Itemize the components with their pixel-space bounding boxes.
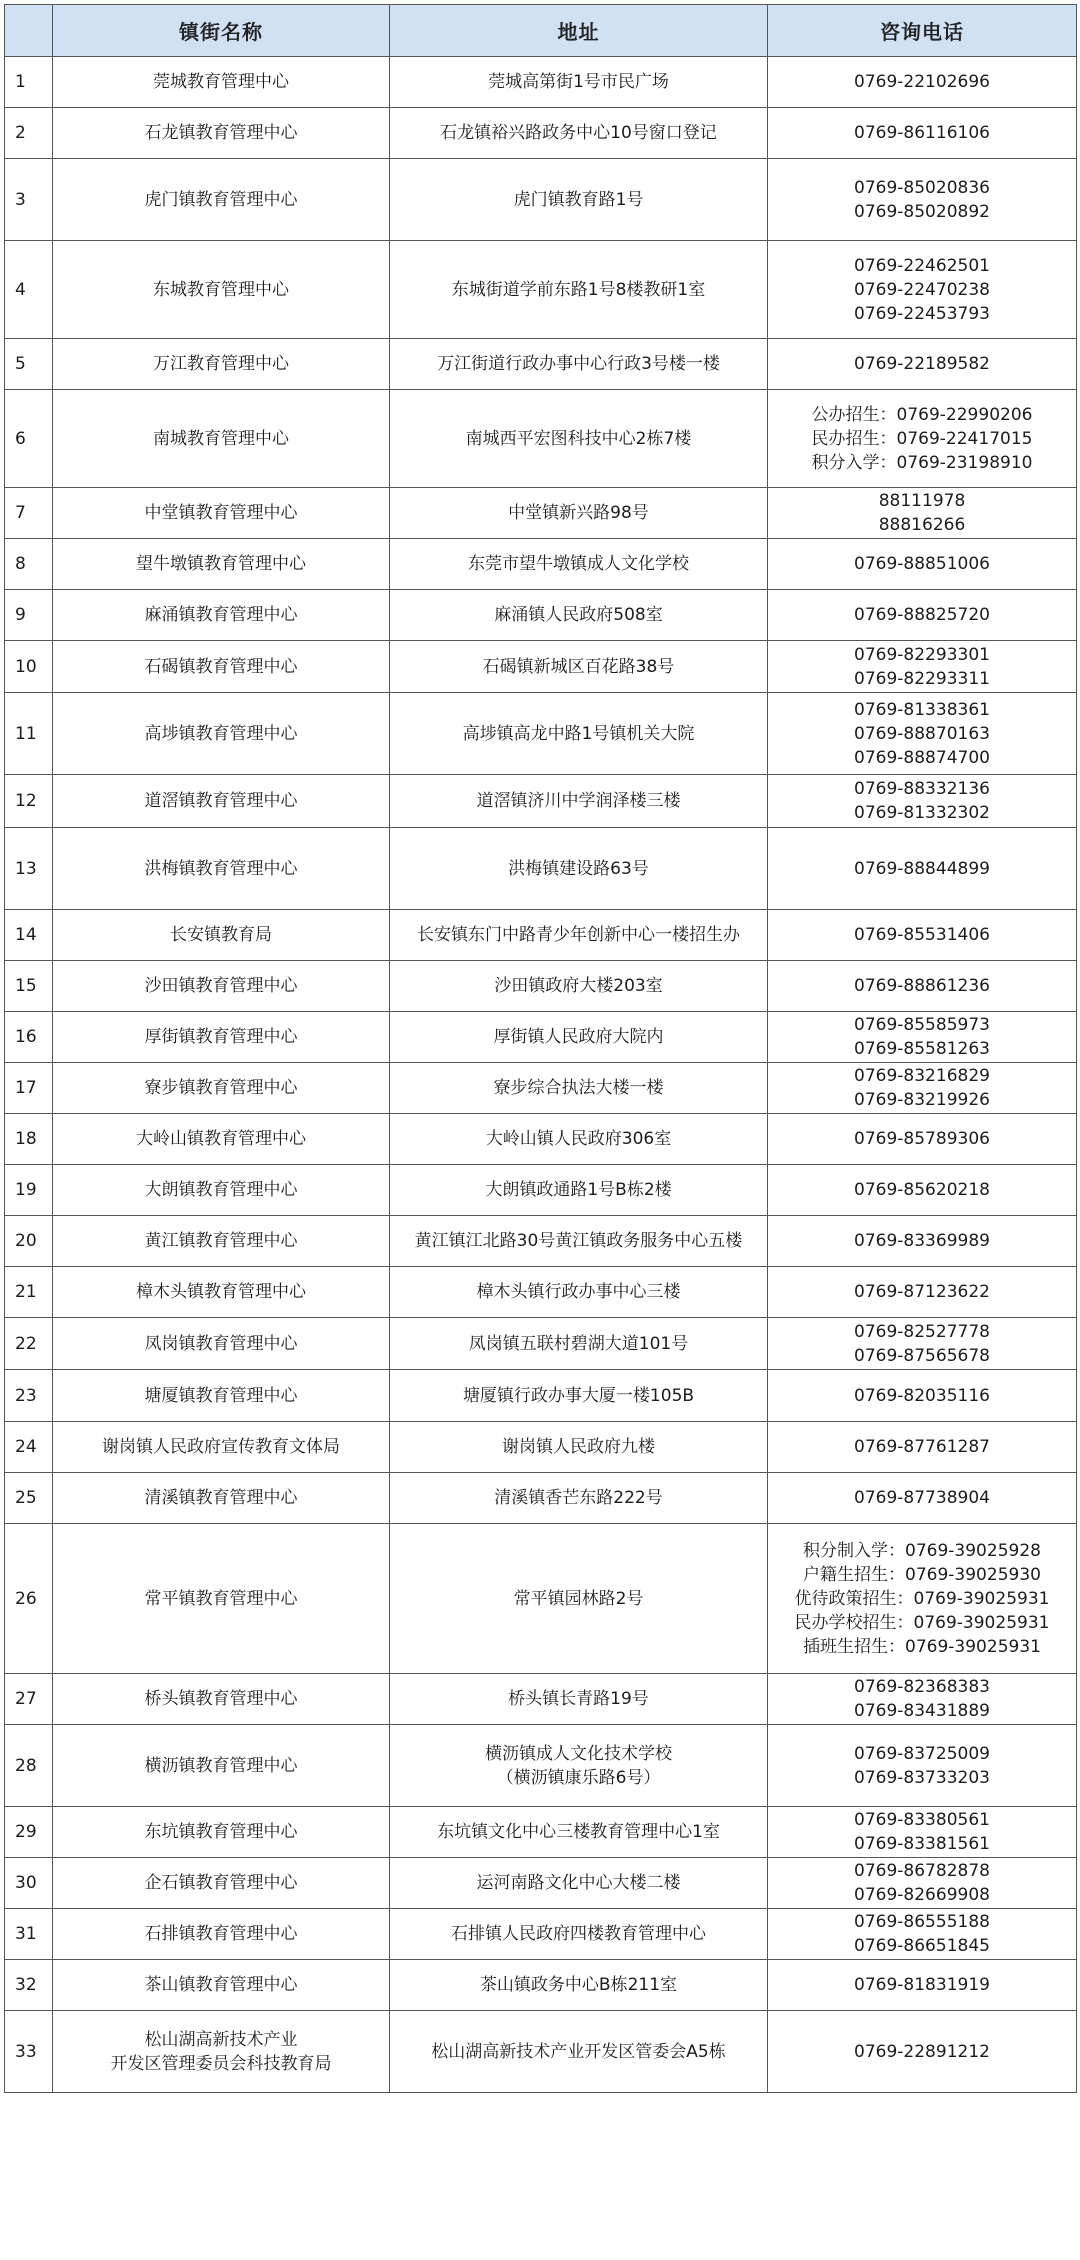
- town-name-cell: [53, 108, 390, 159]
- phone-cell: [768, 775, 1077, 828]
- phone-line: 0769-88851006: [854, 554, 990, 574]
- town-name-line: 塘厦镇教育管理中心: [144, 1385, 298, 1406]
- town-name-cell: [53, 1114, 390, 1165]
- address-line: 高埗镇高龙中路1号镇机关大院: [462, 723, 695, 744]
- phone-line: 民办学校招生：0769-39025931: [794, 1612, 1050, 1633]
- town-name-line: 长安镇教育局: [170, 925, 272, 945]
- address-line: 樟木头镇行政办事中心三楼: [476, 1282, 681, 1302]
- address-line: 凤岗镇五联村碧湖大道101号: [468, 1333, 689, 1354]
- phone-cell: [768, 1960, 1077, 2011]
- town-name-cell: [53, 1063, 390, 1114]
- town-name-line: 万江教育管理中心: [153, 354, 289, 374]
- phone-line: 0769-86782878: [854, 1861, 990, 1881]
- table-row: [5, 539, 1077, 590]
- phone-cell: [768, 1165, 1077, 1216]
- phone-cell: [768, 1807, 1077, 1858]
- row-index: 10: [5, 641, 53, 693]
- town-name-cell: [53, 1165, 390, 1216]
- address-cell: [390, 1422, 768, 1473]
- phone-cell: [768, 1422, 1077, 1473]
- table-row: [5, 1012, 1077, 1063]
- address-cell: [390, 775, 768, 828]
- town-name-cell: [53, 590, 390, 641]
- table-row: [5, 910, 1077, 961]
- row-index: 25: [5, 1473, 53, 1524]
- address-line: 塘厦镇行政办事大厦一楼105B: [462, 1385, 695, 1406]
- row-index: 16: [5, 1012, 53, 1063]
- address-cell: [390, 828, 768, 910]
- town-name-line: 高埗镇教育管理中心: [144, 723, 298, 744]
- address-line: 大朗镇政通路1号B栋2楼: [485, 1180, 672, 1200]
- table-row: [5, 241, 1077, 339]
- table-row: [5, 1267, 1077, 1318]
- header-index: [5, 5, 53, 57]
- address-cell: [390, 1318, 768, 1370]
- row-index: 20: [5, 1216, 53, 1267]
- town-name-cell: [53, 390, 390, 488]
- row-index: 6: [5, 390, 53, 488]
- row-index: 32: [5, 1960, 53, 2011]
- table-body: [5, 57, 1077, 2093]
- town-name-cell: [53, 1267, 390, 1318]
- town-name-cell: [53, 339, 390, 390]
- phone-line: 0769-81831919: [854, 1975, 990, 1995]
- phone-line: 0769-82035116: [854, 1385, 990, 1406]
- table-row: [5, 1422, 1077, 1473]
- town-name-line: 谢岗镇人民政府宣传教育文体局: [102, 1437, 340, 1457]
- phone-line: 0769-85531406: [854, 925, 990, 945]
- town-name-line: 道滘镇教育管理中心: [144, 791, 298, 811]
- address-cell: [390, 159, 768, 241]
- row-index: 27: [5, 1674, 53, 1725]
- row-index: 21: [5, 1267, 53, 1318]
- table-row: [5, 1807, 1077, 1858]
- phone-line: 0769-85581263: [854, 1039, 990, 1059]
- address-line: 莞城高第街1号市民广场: [488, 72, 669, 92]
- town-name-line: 厚街镇教育管理中心: [144, 1027, 298, 1047]
- address-line: 常平镇园林路2号: [513, 1588, 644, 1609]
- address-cell: [390, 1165, 768, 1216]
- phone-line: 0769-22470238: [854, 279, 990, 300]
- address-line: 道滘镇济川中学润泽楼三楼: [476, 791, 681, 811]
- row-index: 17: [5, 1063, 53, 1114]
- phone-line: 0769-82527778: [854, 1321, 990, 1342]
- town-name-cell: [53, 910, 390, 961]
- row-index: 3: [5, 159, 53, 241]
- town-name-cell: [53, 1807, 390, 1858]
- town-name-cell: [53, 241, 390, 339]
- phone-line: 0769-87565678: [854, 1345, 990, 1366]
- row-index: 22: [5, 1318, 53, 1370]
- phone-line: 0769-85789306: [854, 1129, 990, 1149]
- town-name-cell: [53, 2011, 390, 2093]
- phone-line: 0769-81332302: [854, 803, 990, 823]
- town-name-line: 大朗镇教育管理中心: [144, 1180, 298, 1200]
- phone-line: 0769-88874700: [854, 747, 990, 768]
- address-line: 运河南路文化中心大楼二楼: [476, 1873, 681, 1893]
- town-name-line: 横沥镇教育管理中心: [144, 1755, 298, 1776]
- phone-line: 0769-83381561: [854, 1834, 990, 1854]
- phone-cell: [768, 1370, 1077, 1422]
- row-index: 29: [5, 1807, 53, 1858]
- row-index: 5: [5, 339, 53, 390]
- phone-line: 0769-22453793: [854, 303, 990, 324]
- row-index: 1: [5, 57, 53, 108]
- town-name-line: 洪梅镇教育管理中心: [144, 858, 298, 879]
- row-index: 14: [5, 910, 53, 961]
- town-name-cell: [53, 1216, 390, 1267]
- table-row: [5, 2011, 1077, 2093]
- town-name-line: 虎门镇教育管理中心: [144, 189, 298, 210]
- phone-line: 积分入学：0769-23198910: [811, 452, 1033, 473]
- town-name-line: 中堂镇教育管理中心: [144, 503, 298, 523]
- phone-line: 0769-85020892: [854, 201, 990, 222]
- row-index: 18: [5, 1114, 53, 1165]
- phone-line: 0769-88844899: [854, 858, 990, 879]
- phone-line: 0769-83219926: [854, 1090, 990, 1110]
- header-address: 地址: [390, 5, 768, 57]
- row-index: 33: [5, 2011, 53, 2093]
- address-cell: [390, 1674, 768, 1725]
- phone-line: 88111978: [878, 491, 966, 511]
- phone-line: 0769-83369989: [854, 1231, 990, 1251]
- phone-cell: [768, 2011, 1077, 2093]
- row-index: 15: [5, 961, 53, 1012]
- table-row: [5, 1063, 1077, 1114]
- phone-line: 0769-83216829: [854, 1066, 990, 1086]
- row-index: 9: [5, 590, 53, 641]
- address-cell: [390, 693, 768, 775]
- address-line: 虎门镇教育路1号: [513, 189, 644, 210]
- address-cell: [390, 241, 768, 339]
- phone-cell: [768, 1012, 1077, 1063]
- address-cell: [390, 1063, 768, 1114]
- address-cell: [390, 1725, 768, 1807]
- table-row: [5, 57, 1077, 108]
- town-name-line: 南城教育管理中心: [153, 428, 289, 449]
- table-row: [5, 1114, 1077, 1165]
- address-line: 黄江镇江北路30号黄江镇政务服务中心五楼: [414, 1231, 743, 1251]
- town-name-cell: [53, 488, 390, 539]
- phone-cell: [768, 241, 1077, 339]
- table-row: [5, 488, 1077, 539]
- row-index: 7: [5, 488, 53, 539]
- phone-cell: [768, 1114, 1077, 1165]
- row-index: 30: [5, 1858, 53, 1909]
- town-name-line: 开发区管理委员会科技教育局: [110, 2053, 332, 2074]
- table-row: [5, 775, 1077, 828]
- address-line: 寮步综合执法大楼一楼: [493, 1078, 664, 1098]
- town-name-line: 黄江镇教育管理中心: [144, 1231, 298, 1251]
- town-name-line: 清溪镇教育管理中心: [144, 1488, 298, 1508]
- address-cell: [390, 1909, 768, 1960]
- phone-cell: [768, 108, 1077, 159]
- phone-cell: [768, 1216, 1077, 1267]
- address-line: 石排镇人民政府四楼教育管理中心: [451, 1924, 706, 1944]
- address-cell: [390, 1960, 768, 2011]
- address-cell: [390, 1473, 768, 1524]
- phone-cell: [768, 1473, 1077, 1524]
- phone-cell: [768, 1858, 1077, 1909]
- row-index: 4: [5, 241, 53, 339]
- town-name-cell: [53, 1960, 390, 2011]
- phone-cell: [768, 159, 1077, 241]
- town-name-line: 莞城教育管理中心: [153, 72, 289, 92]
- address-line: 麻涌镇人民政府508室: [494, 605, 663, 625]
- address-line: 清溪镇香芒东路222号: [494, 1488, 663, 1508]
- address-line: 中堂镇新兴路98号: [508, 503, 649, 523]
- address-line: 石龙镇裕兴路政务中心10号窗口登记: [440, 123, 717, 143]
- row-index: 12: [5, 775, 53, 828]
- phone-cell: [768, 488, 1077, 539]
- town-name-cell: [53, 775, 390, 828]
- town-name-line: 沙田镇教育管理中心: [144, 976, 298, 996]
- phone-line: 积分制入学：0769-39025928: [803, 1540, 1041, 1561]
- town-name-cell: [53, 1524, 390, 1674]
- town-name-line: 东坑镇教育管理中心: [144, 1822, 298, 1842]
- town-name-line: 石碣镇教育管理中心: [144, 656, 298, 677]
- town-name-cell: [53, 1370, 390, 1422]
- phone-cell: [768, 539, 1077, 590]
- phone-cell: [768, 641, 1077, 693]
- phone-line: 0769-22891212: [854, 2041, 990, 2062]
- phone-cell: [768, 961, 1077, 1012]
- table-row: [5, 641, 1077, 693]
- phone-line: 0769-87738904: [854, 1488, 990, 1508]
- phone-line: 88816266: [878, 515, 966, 535]
- address-cell: [390, 1216, 768, 1267]
- address-cell: [390, 961, 768, 1012]
- phone-line: 0769-88870163: [854, 723, 990, 744]
- phone-line: 0769-81338361: [854, 699, 990, 720]
- address-line: 东城街道学前东路1号8楼教研1室: [451, 279, 706, 300]
- header-row: [5, 5, 1077, 57]
- table-row: [5, 1165, 1077, 1216]
- phone-line: 民办招生：0769-22417015: [811, 428, 1033, 449]
- town-name-cell: [53, 1318, 390, 1370]
- address-cell: [390, 1858, 768, 1909]
- town-name-cell: [53, 1909, 390, 1960]
- town-name-cell: [53, 1725, 390, 1807]
- row-index: 23: [5, 1370, 53, 1422]
- address-cell: [390, 590, 768, 641]
- address-cell: [390, 108, 768, 159]
- row-index: 13: [5, 828, 53, 910]
- town-name-line: 寮步镇教育管理中心: [144, 1078, 298, 1098]
- phone-cell: [768, 590, 1077, 641]
- phone-line: 0769-85620218: [854, 1180, 990, 1200]
- phone-line: 0769-85585973: [854, 1015, 990, 1035]
- address-line: 万江街道行政办事中心行政3号楼一楼: [437, 354, 720, 374]
- town-name-line: 麻涌镇教育管理中心: [144, 605, 298, 625]
- table-row: [5, 1909, 1077, 1960]
- table-row: [5, 108, 1077, 159]
- address-line: 南城西平宏图科技中心2栋7楼: [465, 428, 692, 449]
- address-line: 石碣镇新城区百花路38号: [482, 656, 675, 677]
- row-index: 8: [5, 539, 53, 590]
- phone-cell: [768, 1524, 1077, 1674]
- phone-cell: [768, 57, 1077, 108]
- table-row: [5, 1473, 1077, 1524]
- table-row: [5, 961, 1077, 1012]
- address-cell: [390, 1114, 768, 1165]
- row-index: 28: [5, 1725, 53, 1807]
- phone-line: 0769-22462501: [854, 255, 990, 276]
- town-name-line: 樟木头镇教育管理中心: [136, 1282, 306, 1302]
- table-row: [5, 1674, 1077, 1725]
- town-name-line: 松山湖高新技术产业: [144, 2029, 298, 2050]
- address-cell: [390, 390, 768, 488]
- phone-cell: [768, 828, 1077, 910]
- table-row: [5, 1524, 1077, 1674]
- address-line: （横沥镇康乐路6号）: [496, 1767, 661, 1788]
- address-cell: [390, 641, 768, 693]
- address-cell: [390, 539, 768, 590]
- header-name: 镇街名称: [53, 5, 390, 57]
- row-index: 26: [5, 1524, 53, 1674]
- address-line: 长安镇东门中路青少年创新中心一楼招生办: [417, 925, 740, 945]
- phone-line: 0769-88825720: [854, 605, 990, 625]
- address-line: 茶山镇政务中心B栋211室: [479, 1975, 678, 1995]
- address-line: 沙田镇政府大楼203室: [494, 976, 663, 996]
- phone-line: 0769-22102696: [854, 72, 990, 92]
- address-cell: [390, 1370, 768, 1422]
- address-cell: [390, 488, 768, 539]
- header-phone: 咨询电话: [768, 5, 1077, 57]
- phone-line: 0769-82293301: [854, 644, 990, 665]
- town-name-cell: [53, 539, 390, 590]
- phone-line: 0769-83725009: [854, 1743, 990, 1764]
- phone-line: 0769-86116106: [854, 123, 990, 143]
- town-name-cell: [53, 1674, 390, 1725]
- phone-line: 插班生招生：0769-39025931: [803, 1636, 1041, 1657]
- table-row: [5, 590, 1077, 641]
- row-index: 19: [5, 1165, 53, 1216]
- address-line: 洪梅镇建设路63号: [508, 858, 649, 879]
- phone-line: 0769-88861236: [854, 976, 990, 996]
- town-name-line: 企石镇教育管理中心: [144, 1873, 298, 1893]
- phone-line: 0769-82368383: [854, 1677, 990, 1697]
- table-row: [5, 390, 1077, 488]
- address-line: 大岭山镇人民政府306室: [485, 1129, 672, 1149]
- phone-cell: [768, 1063, 1077, 1114]
- address-cell: [390, 1524, 768, 1674]
- table-row: [5, 339, 1077, 390]
- town-name-line: 常平镇教育管理中心: [144, 1588, 298, 1609]
- phone-line: 0769-22189582: [854, 354, 990, 374]
- address-line: 谢岗镇人民政府九楼: [502, 1437, 655, 1457]
- phone-line: 0769-82293311: [854, 668, 990, 689]
- contact-table: [4, 4, 1077, 2093]
- table-row: [5, 1858, 1077, 1909]
- table-row: [5, 1370, 1077, 1422]
- address-cell: [390, 57, 768, 108]
- town-name-cell: [53, 641, 390, 693]
- address-cell: [390, 339, 768, 390]
- phone-line: 优待政策招生：0769-39025931: [794, 1588, 1050, 1609]
- phone-cell: [768, 390, 1077, 488]
- town-name-line: 石排镇教育管理中心: [144, 1924, 298, 1944]
- address-line: 东坑镇文化中心三楼教育管理中心1室: [437, 1822, 720, 1842]
- phone-line: 0769-86651845: [854, 1936, 990, 1956]
- phone-cell: [768, 1267, 1077, 1318]
- phone-line: 0769-82669908: [854, 1885, 990, 1905]
- phone-line: 公办招生：0769-22990206: [811, 404, 1033, 425]
- phone-line: 0769-83431889: [854, 1701, 990, 1721]
- table-row: [5, 159, 1077, 241]
- phone-line: 0769-83733203: [854, 1767, 990, 1788]
- phone-cell: [768, 1674, 1077, 1725]
- town-name-line: 桥头镇教育管理中心: [144, 1689, 298, 1709]
- row-index: 24: [5, 1422, 53, 1473]
- town-name-cell: [53, 159, 390, 241]
- phone-cell: [768, 910, 1077, 961]
- town-name-cell: [53, 961, 390, 1012]
- town-name-cell: [53, 1422, 390, 1473]
- table-row: [5, 693, 1077, 775]
- address-line: 厚街镇人民政府大院内: [493, 1027, 664, 1047]
- town-name-line: 大岭山镇教育管理中心: [136, 1129, 306, 1149]
- address-line: 东莞市望牛墩镇成人文化学校: [468, 554, 689, 574]
- address-line: 桥头镇长青路19号: [508, 1689, 649, 1709]
- phone-cell: [768, 1909, 1077, 1960]
- phone-line: 0769-87761287: [854, 1437, 990, 1457]
- town-name-line: 石龙镇教育管理中心: [144, 123, 298, 143]
- town-name-cell: [53, 1012, 390, 1063]
- phone-line: 户籍生招生：0769-39025930: [803, 1564, 1041, 1585]
- address-cell: [390, 1807, 768, 1858]
- table-row: [5, 1216, 1077, 1267]
- phone-line: 0769-88332136: [854, 779, 990, 799]
- address-cell: [390, 910, 768, 961]
- town-name-cell: [53, 1473, 390, 1524]
- phone-line: 0769-85020836: [854, 177, 990, 198]
- town-name-line: 东城教育管理中心: [153, 279, 289, 300]
- address-line: 横沥镇成人文化技术学校: [485, 1743, 672, 1764]
- town-name-line: 凤岗镇教育管理中心: [144, 1333, 298, 1354]
- table-row: [5, 1725, 1077, 1807]
- town-name-line: 望牛墩镇教育管理中心: [136, 554, 306, 574]
- row-index: 31: [5, 1909, 53, 1960]
- phone-cell: [768, 339, 1077, 390]
- row-index: 2: [5, 108, 53, 159]
- row-index: 11: [5, 693, 53, 775]
- town-name-line: 茶山镇教育管理中心: [144, 1975, 298, 1995]
- address-cell: [390, 1267, 768, 1318]
- table-row: [5, 828, 1077, 910]
- phone-line: 0769-83380561: [854, 1810, 990, 1830]
- table-row: [5, 1318, 1077, 1370]
- phone-cell: [768, 693, 1077, 775]
- table-row: [5, 1960, 1077, 2011]
- town-name-cell: [53, 57, 390, 108]
- address-line: 松山湖高新技术产业开发区管委会A5栋: [431, 2041, 726, 2062]
- phone-cell: [768, 1725, 1077, 1807]
- town-name-cell: [53, 693, 390, 775]
- address-cell: [390, 1012, 768, 1063]
- town-name-cell: [53, 828, 390, 910]
- phone-line: 0769-86555188: [854, 1912, 990, 1932]
- town-name-cell: [53, 1858, 390, 1909]
- address-cell: [390, 2011, 768, 2093]
- phone-cell: [768, 1318, 1077, 1370]
- phone-line: 0769-87123622: [854, 1282, 990, 1302]
